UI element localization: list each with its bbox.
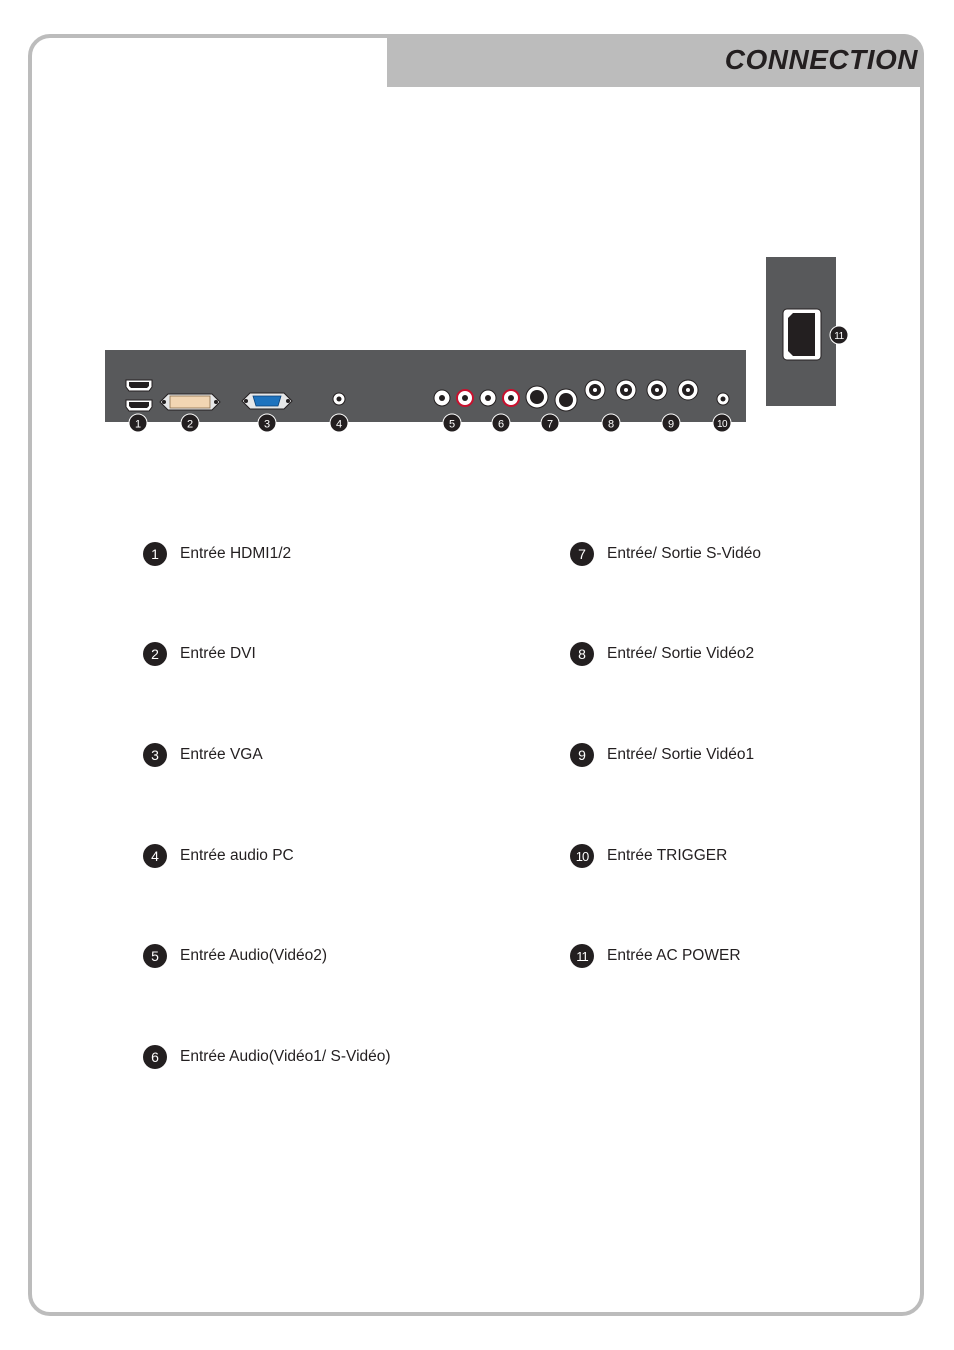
legend-item-1 [143,541,291,567]
legend-label: Entrée/ Sortie Vidéo2 [607,645,755,662]
legend-label: Entrée audio PC [180,847,294,864]
callout-badge-7 [541,414,559,432]
legend-number-badge: 4 [143,844,167,868]
legend-number-badge: 3 [143,743,167,767]
svg-text:5: 5 [448,418,456,431]
legend-label: Entrée/ Sortie Vidéo1 [607,746,755,763]
callout-badge-2 [181,414,199,432]
legend-number-badge: 5 [143,944,167,968]
svg-text:9: 9 [667,418,675,431]
callout-badge-10 [713,414,731,432]
svg-text:2: 2 [186,418,194,431]
legend-label: Entrée Audio(Vidéo2) [180,947,328,964]
legend-label: Entrée TRIGGER [607,847,728,864]
page-title: CONNECTION [724,44,918,75]
callout-badge-3 [258,414,276,432]
legend-item-6 [143,1044,391,1070]
legend-label: Entrée Audio(Vidéo1/ S-Vidéo) [180,1048,391,1065]
legend-item-7 [570,541,761,567]
legend-item-2 [143,641,256,667]
legend-label: Entrée VGA [180,746,263,763]
callout-badge-9 [662,414,680,432]
legend-item-8 [570,641,754,667]
legend-label: Entrée HDMI1/2 [180,545,292,562]
legend-item-10 [570,843,727,869]
svg-text:3: 3 [263,418,271,431]
legend-number-badge: 9 [570,743,594,767]
legend-number-badge: 10 [570,844,594,868]
pc-audio-jack [333,393,345,405]
legend-label: Entrée AC POWER [607,947,741,964]
svg-text:6: 6 [497,418,505,431]
vga-port [242,393,292,409]
legend-number-badge: 1 [143,542,167,566]
legend-label: Entrée DVI [180,645,256,662]
callout-badge-4 [330,414,348,432]
legend-item-11 [570,943,741,969]
callout-badge-8 [602,414,620,432]
callout-badge-6 [492,414,510,432]
legend-number-badge: 11 [570,944,594,968]
legend-item-3 [143,742,263,768]
legend-number-badge: 2 [143,642,167,666]
svg-text:11: 11 [834,331,844,342]
trigger-jack [717,393,729,405]
svg-text:10: 10 [716,419,728,430]
svg-text:8: 8 [607,418,615,431]
legend-number-badge: 8 [570,642,594,666]
svg-text:4: 4 [335,418,343,431]
legend-label: Entrée/ Sortie S-Vidéo [607,545,761,562]
callout-badge-5 [443,414,461,432]
legend-item-5 [143,943,327,969]
dvi-port [160,394,220,410]
callout-badge-11 [830,326,848,344]
legend-number-badge: 7 [570,542,594,566]
svg-text:7: 7 [546,418,554,431]
callout-badge-1 [129,414,147,432]
svg-text:1: 1 [134,418,142,431]
legend-number-badge: 6 [143,1045,167,1069]
ac-power-socket [783,309,821,360]
legend-item-4 [143,843,294,869]
legend-item-9 [570,742,754,768]
